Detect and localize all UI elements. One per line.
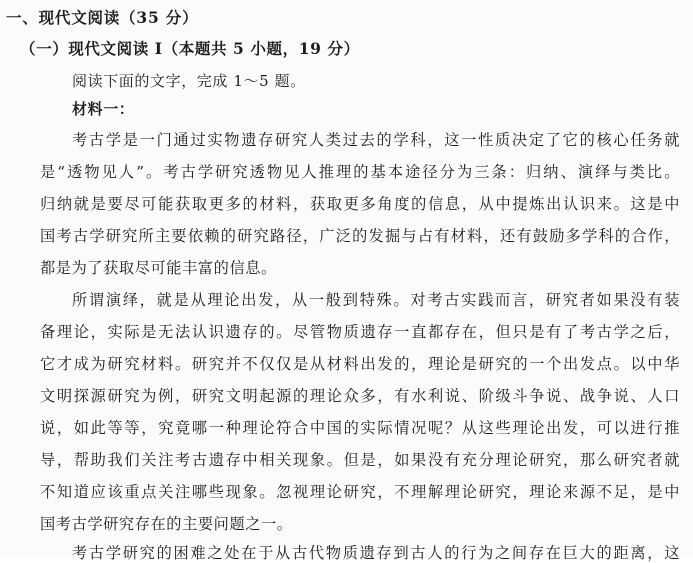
- text-line: 归纳就是要尽可能获取更多的材料，获取更多角度的信息，从中提炼出认识来。这是中: [40, 195, 680, 213]
- text-line: 说，如此等等，究竟哪一种理论符合中国的实际情况呢？从这些理论出发，可以进行推: [40, 419, 680, 437]
- text-line: 导，帮助我们关注考古遗存中相关现象。但是，如果没有充分理论研究，那么研究者就: [40, 451, 680, 469]
- section-title: 一、现代文阅读（35 分）: [6, 8, 199, 27]
- text-line: 国考古学研究存在的主要问题之一。: [40, 515, 293, 533]
- text-line: 文明探源研究为例，研究文明起源的理论众多，有水利说、阶级斗争说、战争说、人口: [40, 387, 680, 405]
- material-label: 材料一：: [72, 100, 135, 118]
- instruction: 阅读下面的文字，完成 1～5 题。: [72, 72, 306, 90]
- text-line: 所谓演绎，就是从理论出发，从一般到特殊。对考古实践而言，研究者如果没有装: [72, 291, 680, 309]
- text-line: 都是为了获取尽可能丰富的信息。: [40, 259, 277, 277]
- text-line: 不知道应该重点关注哪些现象。忽视理论研究，不理解理论研究，理论来源不足，是中: [40, 483, 680, 501]
- text-line: 备理论，实际是无法认识遗存的。尽管物质遗存一直都存在，但只是有了考古学之后，: [40, 323, 680, 341]
- sub-title: （一）现代文阅读 Ⅰ（本题共 5 小题，19 分）: [20, 39, 360, 58]
- text-line: 国考古学研究所主要依赖的研究路径，广泛的发掘与占有材料，还有鼓励多学科的合作，: [40, 227, 680, 245]
- text-line: 它才成为研究材料。研究并不仅仅是从材料出发的，理论是研究的一个出发点。以中华: [40, 355, 680, 373]
- text-line: 考古学研究的困难之处在于从古代物质遗存到古人的行为之间存在巨大的距离，这: [72, 544, 680, 562]
- text-line: 是“透物见人”。考古学研究透物见人推理的基本途径分为三条：归纳、演绎与类比。: [40, 163, 680, 181]
- text-line: 考古学是一门通过实物遗存研究人类过去的学科，这一性质决定了它的核心任务就: [72, 131, 680, 149]
